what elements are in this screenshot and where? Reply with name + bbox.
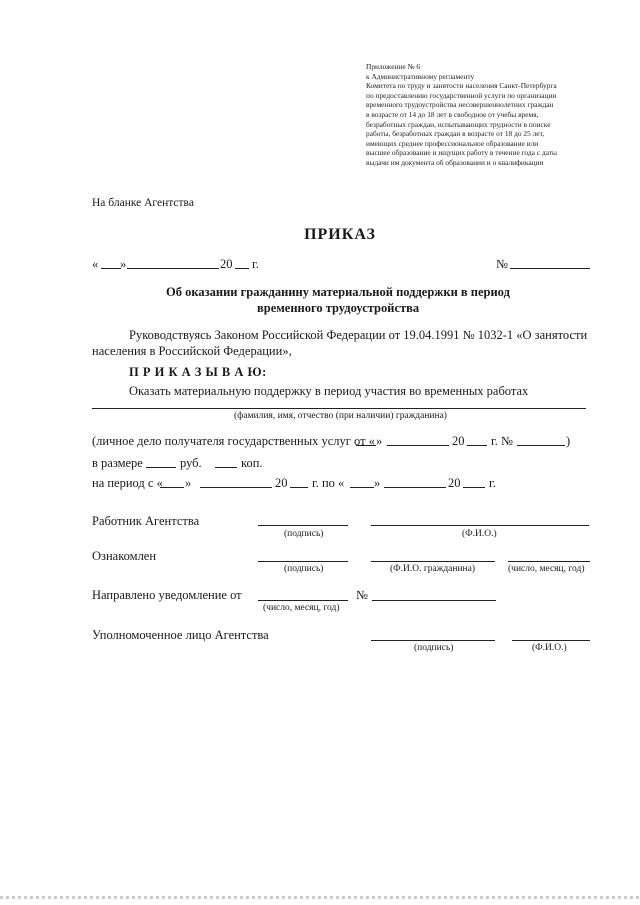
amount-kop-field[interactable] (215, 467, 237, 468)
appendix-line: Комитета по труду и занятости населения Санкт-Петербурга (366, 81, 557, 91)
date-quote-close: » (120, 257, 127, 271)
appendix-line: работы, безработных граждан в возрасте от 18 до 25 лет, (366, 129, 545, 139)
acq-signature-field[interactable] (258, 561, 348, 562)
appendix-line: в возрасте от 14 до 18 лет в свободное от учебы время, (366, 109, 539, 119)
citizen-fio-field[interactable] (92, 408, 586, 409)
date-quote-open: « (92, 257, 99, 271)
legal-basis-line-2: населения в Российской Федерации», (92, 344, 292, 358)
amount-kop-label: коп. (241, 456, 263, 470)
acq-date-field[interactable] (508, 561, 590, 562)
legal-basis-line-1: Руководствуясь Законом Российской Федерации от 19.04.1991 № 1032-1 «О занятости (129, 328, 588, 342)
period-end: г. (489, 476, 496, 490)
appendix-line: имеющих среднее профессиональное образование или (366, 138, 539, 148)
auth-signature-field[interactable] (371, 640, 495, 641)
period-quote-close-2: » (374, 476, 381, 490)
period-to-day-field[interactable] (350, 487, 374, 488)
period-year-prefix-2: 20 (448, 476, 461, 490)
case-number-label: г. № (491, 434, 513, 448)
auth-sign-caption: (подпись) (414, 643, 454, 653)
appendix-line: к Административному регламенту (366, 71, 475, 81)
amount-rub-label: руб. (180, 456, 202, 470)
case-open-text: (личное дело получателя государственных услуг от « (92, 434, 375, 448)
subject-line-2: временного трудоустройства (257, 301, 420, 315)
period-from-year-field[interactable] (290, 487, 308, 488)
acq-sign-caption: (подпись) (284, 564, 324, 574)
notice-number-label: № (356, 588, 368, 602)
worker-label: Работник Агентства (92, 514, 200, 528)
case-year-field[interactable] (467, 445, 487, 446)
case-close-paren: ) (566, 434, 571, 448)
letterhead-note: На бланке Агентства (92, 197, 194, 209)
amount-rub-field[interactable] (146, 467, 176, 468)
period-to-label: г. по « (312, 476, 345, 490)
year-field[interactable] (235, 268, 249, 269)
case-day-field[interactable] (356, 445, 376, 446)
case-year-prefix: 20 (452, 434, 465, 448)
year-suffix: г. (252, 257, 259, 271)
appendix-line: выдачи им документа об образовании и о квалификации (366, 157, 544, 167)
scan-artifact-line (0, 896, 640, 899)
acq-date-caption: (число, месяц, год) (508, 564, 585, 574)
period-from-day-field[interactable] (160, 487, 184, 488)
period-to-year-field[interactable] (463, 487, 485, 488)
notice-date-field[interactable] (258, 600, 348, 601)
day-field[interactable] (101, 268, 121, 269)
acquainted-label: Ознакомлен (92, 549, 157, 563)
appendix-line: по предоставлению государственной услуги по организации (366, 90, 557, 100)
appendix-line: временного трудоустройства несовершеннолетних граждан (366, 100, 554, 110)
worker-fio-caption: (Ф.И.О.) (462, 529, 497, 539)
authorized-label: Уполномоченное лицо Агентства (92, 628, 269, 642)
case-number-field[interactable] (517, 445, 565, 446)
appendix-block (366, 62, 557, 168)
order-number-field[interactable] (510, 268, 590, 269)
worker-signature-field[interactable] (258, 525, 348, 526)
notice-number-field[interactable] (372, 600, 496, 601)
period-year-prefix: 20 (275, 476, 288, 490)
notice-label: Направлено уведомление от (92, 588, 242, 602)
subject-line-1: Об оказании гражданину материальной поддержки в период (166, 285, 510, 299)
month-field[interactable] (127, 268, 219, 269)
year-prefix: 20 (220, 257, 233, 271)
document-title: ПРИКАЗ (304, 226, 376, 243)
appendix-line: безработных граждан, испытывающих трудности в поиске (366, 119, 551, 129)
period-quote-close: » (185, 476, 192, 490)
auth-fio-caption: (Ф.И.О.) (532, 643, 567, 653)
period-to-month-field[interactable] (384, 487, 446, 488)
order-text: Оказать материальную поддержку в период участия во временных работах (129, 384, 529, 398)
citizen-fio-caption: (фамилия, имя, отчество (при наличии) гражданина) (234, 411, 447, 421)
appendix-line: Приложение № 6 (366, 62, 421, 71)
auth-fio-field[interactable] (512, 640, 590, 641)
case-month-field[interactable] (387, 445, 449, 446)
order-word: П Р И К А З Ы В А Ю: (129, 365, 267, 379)
case-quote-close: » (376, 434, 383, 448)
worker-sign-caption: (подпись) (284, 529, 324, 539)
acq-fio-caption: (Ф.И.О. гражданина) (390, 564, 475, 574)
period-prefix: на период с « (92, 476, 163, 490)
period-from-month-field[interactable] (200, 487, 272, 488)
order-number-label: № (496, 257, 508, 271)
acq-fio-field[interactable] (371, 561, 495, 562)
notice-date-caption: (число, месяц, год) (263, 603, 340, 613)
worker-fio-field[interactable] (371, 525, 589, 526)
amount-label: в размере (92, 456, 143, 470)
appendix-line: высшее образование и ищущих работу в течение года с даты (366, 148, 557, 158)
